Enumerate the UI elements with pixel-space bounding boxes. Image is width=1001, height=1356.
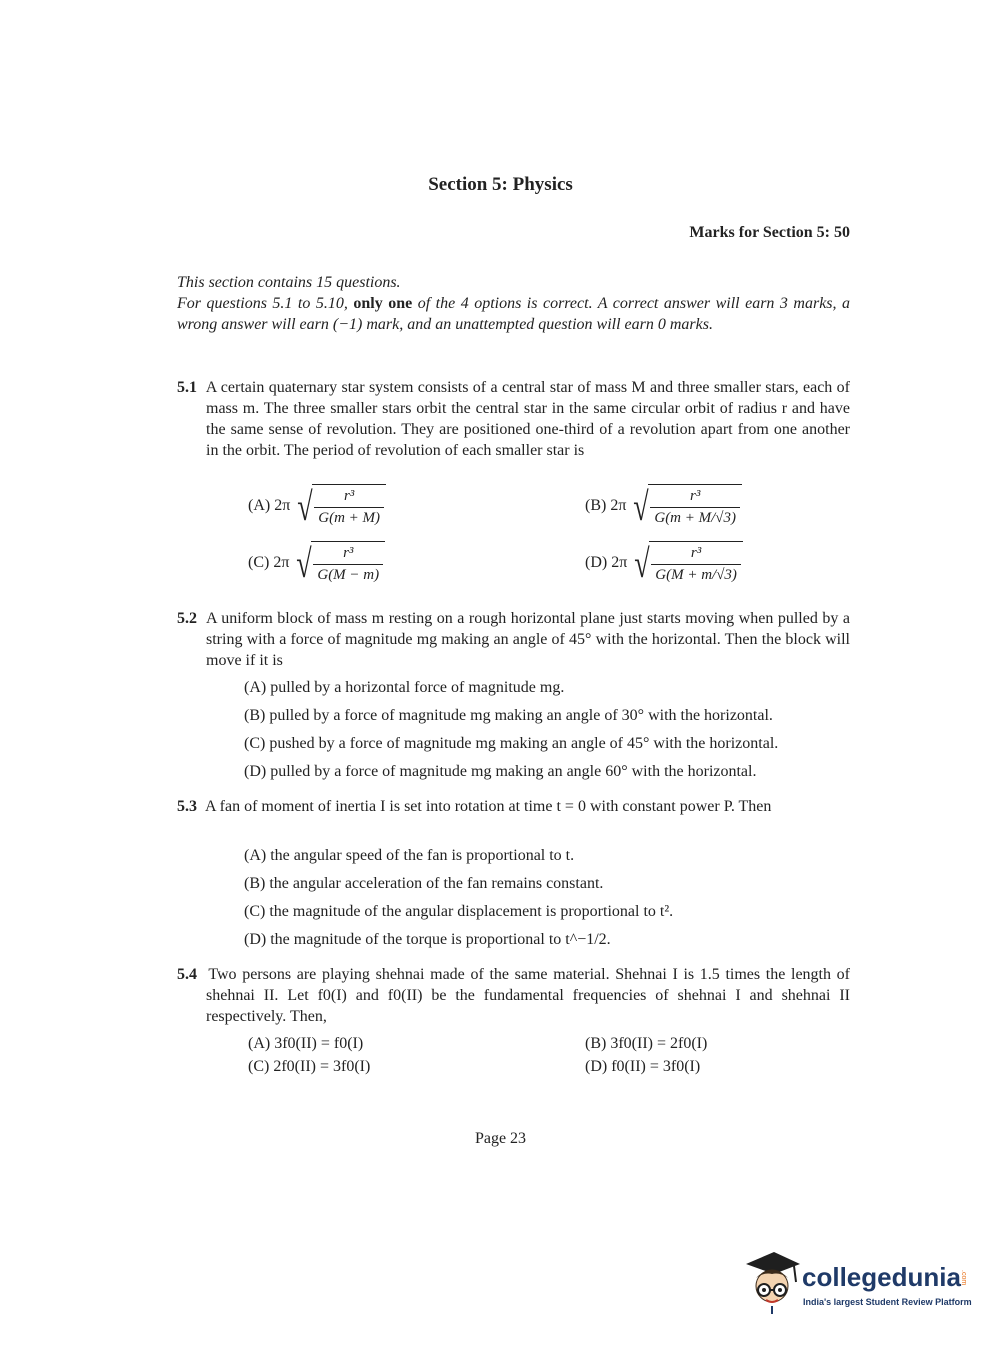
q4-option-c: (C) 2f0(II) = 3f0(I): [248, 1058, 371, 1075]
section-marks: Marks for Section 5: 50: [689, 224, 850, 241]
q1-option-a: (A) 2π √ $\frac{\text{r³}}{G(m + M)}$: [248, 484, 386, 529]
q2-option-a: (A) pulled by a horizontal force of magnitude mg.: [244, 679, 565, 696]
logo-tagline: India's largest Student Review Platform: [803, 1297, 972, 1307]
q3-option-a: (A) the angular speed of the fan is proportional to t.: [244, 847, 575, 864]
instructions: [177, 272, 850, 335]
question-text: A certain quaternary star system consists of a central star of mass M and three smaller stars, each of mass m. The three smaller stars orbit the central star in the same circular orbit of radius r and have the same sense of revolution. They are positioned one-third of a revolution apart from one another in the orbit. The period of revolution of each smaller star is: [205, 379, 851, 459]
question-number: 5.3: [177, 798, 197, 815]
q4-option-b: (B) 3f0(II) = 2f0(I): [585, 1035, 708, 1052]
q2-option-c: (C) pushed by a force of magnitude mg making an angle of 45° with the horizontal.: [244, 735, 779, 752]
q1-option-b: (B) 2π √ $\frac{\text{r³}}{G(m + M/√3)}$: [585, 484, 742, 529]
q4-option-d: (D) f0(II) = 3f0(I): [585, 1058, 701, 1075]
question-number: 5.1: [177, 379, 197, 396]
sqrt-expression: √ $\frac{\text{r³}}{G(m + M)}$: [294, 484, 386, 529]
q3-option-d: (D) the magnitude of the torque is proportional to t^−1/2.: [244, 931, 611, 948]
q2-option-d: (D) pulled by a force of magnitude mg making an angle 60° with the horizontal.: [244, 763, 757, 780]
sqrt-expression: √ $\frac{\text{r³}}{G(m + M/√3)}$: [630, 484, 742, 529]
question-text: A fan of moment of inertia I is set into rotation at time t = 0 with constant power P. Then: [205, 798, 772, 815]
mascot-icon: [742, 1248, 802, 1318]
q1-option-c: (C) 2π √ $\frac{\text{r³}}{G(M - m)}$: [248, 541, 385, 586]
q3-option-c: (C) the magnitude of the angular displacement is proportional to t².: [244, 903, 674, 920]
question-5-3: [177, 796, 850, 817]
question-number: 5.2: [177, 610, 197, 627]
question-number: 5.4: [177, 966, 197, 983]
question-5-1: [177, 377, 850, 461]
logo-com: .com: [960, 1270, 967, 1286]
question-5-2: [177, 608, 850, 671]
question-text: Two persons are playing shehnai made of the same material. Shehnai I is 1.5 times the length of shehnai II. Let f0(I) and f0(II) be the fundamental frequencies of shehnai I and shehnai II respectively. Then,: [206, 966, 850, 1025]
sqrt-expression: √ $\frac{\text{r³}}{G(M + m/√3)}$: [631, 541, 743, 586]
q2-option-b: (B) pulled by a force of magnitude mg making an angle of 30° with the horizontal.: [244, 707, 773, 724]
question-text: A uniform block of mass m resting on a rough horizontal plane just starts moving when pulled by a string with a force of magnitude mg making an angle of 45° with the horizontal. Then the block will move if it is: [206, 610, 851, 669]
instructions-line1: This section contains 15 questions.: [177, 274, 401, 291]
q1-option-d: (D) 2π √ $\frac{\text{r³}}{G(M + m/√3)}$: [585, 541, 743, 586]
section-title: Section 5: Physics: [428, 174, 573, 195]
instructions-line2: For questions 5.1 to 5.10, only one of the 4 options is correct. A correct answer will earn 3 marks, a wrong answer will earn (−1) mark, and an unattempted question will earn 0 marks.: [177, 295, 851, 333]
q3-option-b: (B) the angular acceleration of the fan remains constant.: [244, 875, 604, 892]
page-number: Page 23: [474, 1130, 527, 1147]
sqrt-expression: √ $\frac{\text{r³}}{G(M - m)}$: [293, 541, 385, 586]
logo-wordmark: collegedunia: [802, 1262, 961, 1292]
question-5-4: [177, 964, 850, 1027]
q4-option-a: (A) 3f0(II) = f0(I): [248, 1035, 364, 1052]
